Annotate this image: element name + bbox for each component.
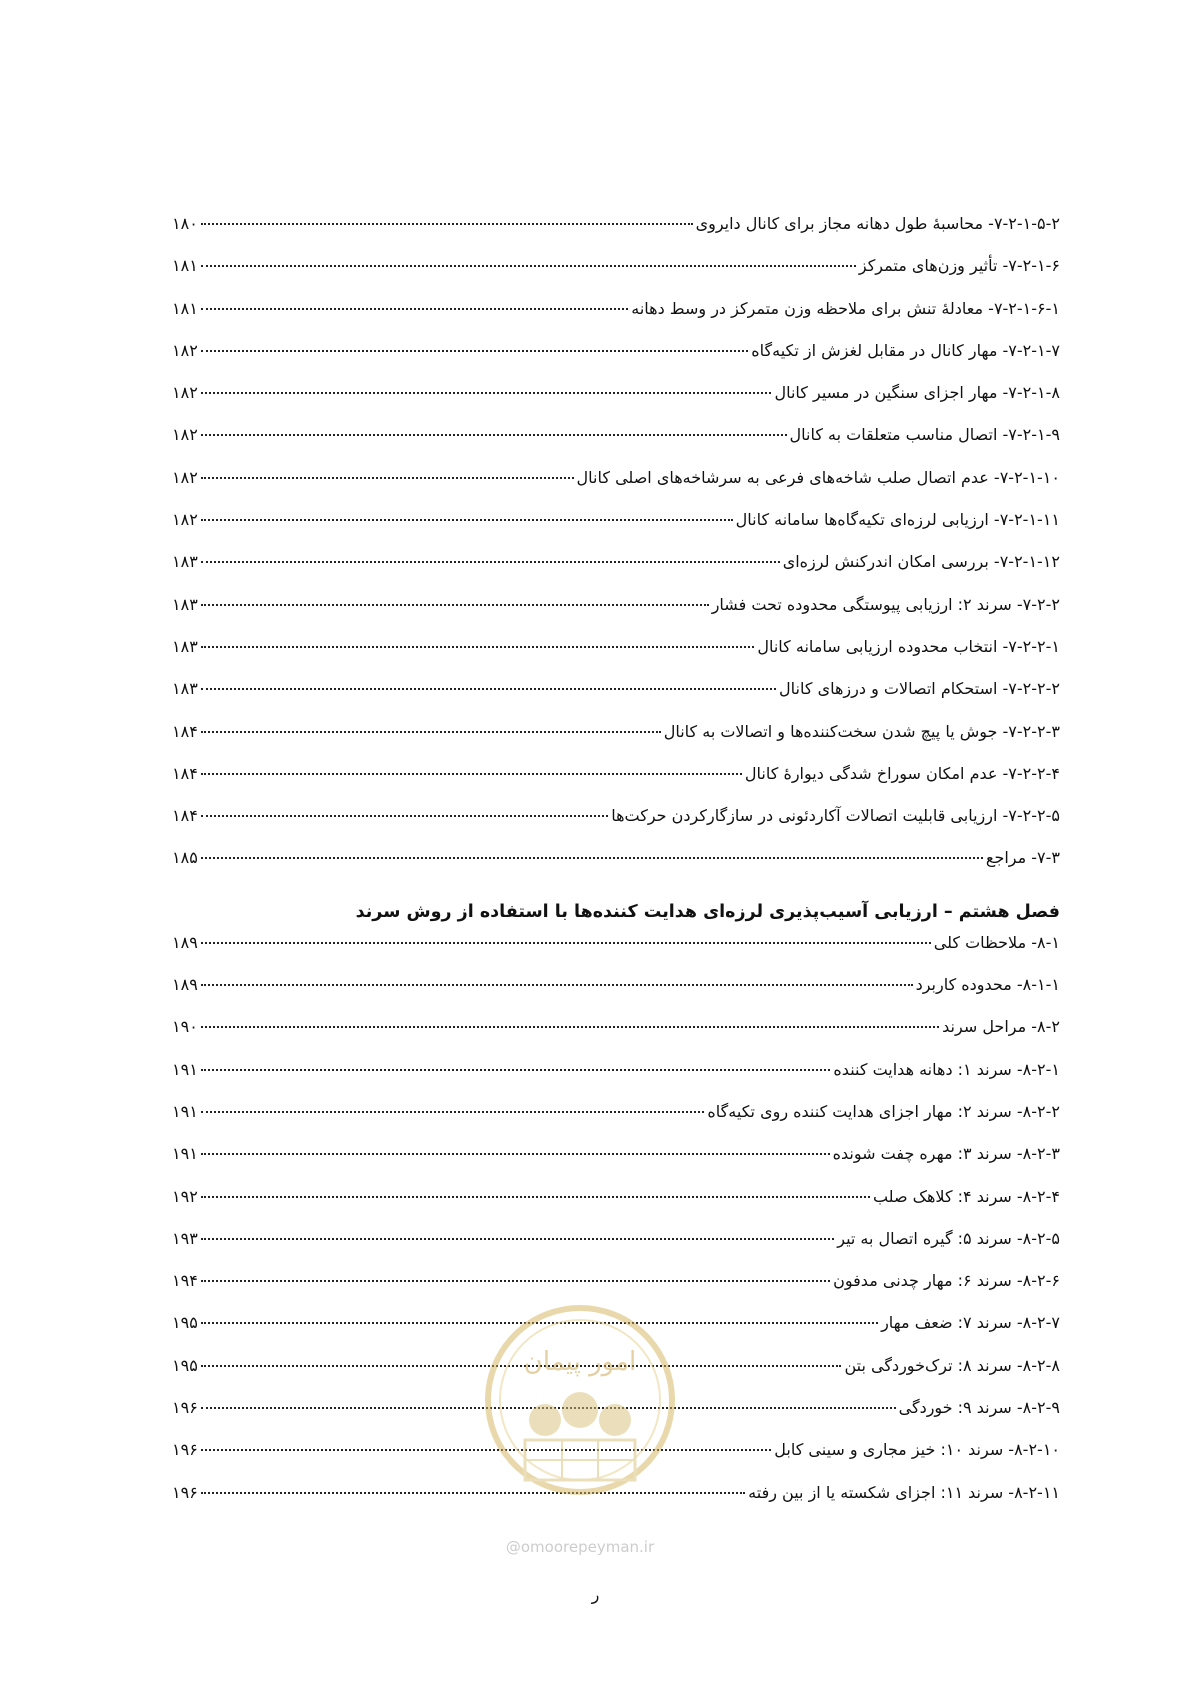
dot-leader [201,731,661,733]
toc-entry-page: ۱۸۳ [172,636,198,656]
toc-entry [172,425,1060,467]
toc-entry-title: ۷-۲-۱-۱۱- ارزیابی لرزه‌ای تکیه‌گاه‌ها سامانه کانال [735,510,1060,530]
watermark-logo [480,1290,680,1570]
watermark-url: @omoorepeyman.ir [505,1538,655,1556]
toc-entry [172,764,1060,806]
dot-leader [201,646,755,648]
chapter-heading: فصل هشتم – ارزیابی آسیب‌پذیری لرزه‌ای هدایت کننده‌ها با استفاده از روش سرند [355,901,1060,922]
toc-entry [172,552,1060,594]
toc-entry-page: ۱۹۳ [172,1228,198,1248]
toc-entry-title: ۸-۲-۸- سرند ۸: ترک‌خوردگی بتن [844,1355,1060,1375]
toc-entry [172,722,1060,764]
toc-entry-page: ۱۹۵ [172,1313,198,1333]
toc-entry-title: ۸-۱-۱- محدوده کاربرد [915,975,1060,995]
toc-entry-page: ۱۸۹ [172,975,198,995]
toc-entry [172,1229,1060,1271]
toc-entry-page: ۱۸۳ [172,552,198,572]
toc-entry [172,933,1060,975]
dot-leader [201,434,787,436]
toc-entry-title: ۷-۲-۱-۹- اتصال مناسب متعلقات به کانال [789,425,1060,445]
toc-entry-title: ۷-۲-۱-۱۰- عدم اتصال صلب شاخه‌های فرعی به سرشاخه‌های اصلی کانال [576,467,1060,487]
toc-entry-page: ۱۸۱ [172,256,198,276]
toc-entry-title: ۷-۲-۱-۷- مهار کانال در مقابل لغزش از تکیه‌گاه [751,340,1060,360]
toc-entry-title: ۷-۲-۲-۳- جوش یا پیچ شدن سخت‌کننده‌ها و اتصالات به کانال [663,721,1060,741]
toc-entry-title: ۸-۲-۱۱- سرند ۱۱: اجزای شکسته یا از بین رفته [748,1482,1060,1502]
dot-leader [201,308,628,310]
toc-entry-title: ۷-۲-۱-۱۲- بررسی امکان اندرکنش لرزه‌ای [782,552,1060,572]
dot-leader [201,1238,834,1240]
toc-entry-title: ۸-۲-۲- سرند ۲: مهار اجزای هدایت کننده روی تکیه‌گاه [707,1101,1060,1121]
toc-entry [172,214,1060,256]
toc-entry [172,510,1060,552]
toc-entry-page: ۱۹۶ [172,1440,198,1460]
toc-entry-page: ۱۸۲ [172,383,198,403]
toc-entry-page: ۱۸۳ [172,679,198,699]
toc-entry-title: ۷-۲-۱-۵-۲- محاسبۀ طول دهانه مجاز برای کانال دایروی [695,214,1060,233]
toc-entry-title: ۸-۲-۱- سرند ۱: دهانه هدایت کننده [833,1059,1060,1079]
toc-section-chapter-7 [172,214,1060,891]
toc-entry-title: ۷-۲-۲-۲- استحکام اتصالات و درزهای کانال [779,679,1060,699]
toc-entry [172,679,1060,721]
watermark-logo-text: امور پیمان [523,1347,637,1377]
toc-entry [172,341,1060,383]
dot-leader [201,1026,939,1028]
toc-entry-page: ۱۸۲ [172,510,198,530]
dot-leader [201,350,748,352]
toc-entry-page: ۱۹۶ [172,1482,198,1502]
toc-entry-page: ۱۸۵ [172,848,198,868]
toc-entry [172,1102,1060,1144]
toc-entry-page: ۱۹۵ [172,1355,198,1375]
dot-leader [201,265,856,267]
toc-entry-page: ۱۸۹ [172,932,198,952]
dot-leader [201,561,780,563]
toc-entry-page: ۱۸۲ [172,467,198,487]
toc-entry-page: ۱۸۳ [172,594,198,614]
dot-leader [201,857,983,859]
toc-entry-title: ۷-۲-۲-۱- انتخاب محدوده ارزیابی سامانه کانال [757,636,1060,656]
dot-leader [201,477,574,479]
toc-entry-title: ۸-۱- ملاحظات کلی [933,932,1060,952]
toc-entry-title: ۷-۲-۲-۵- ارزیابی قابلیت اتصالات آکاردئونی در سازگارکردن حرکت‌ها [611,806,1060,826]
toc-entry [172,1144,1060,1186]
dot-leader [201,773,742,775]
dot-leader [201,392,772,394]
dot-leader [201,604,709,606]
toc-entry [172,1187,1060,1229]
toc-entry-title: ۷-۲-۱-۶-۱- معادلۀ تنش برای ملاحظه وزن متمرکز در وسط دهانه [631,298,1060,318]
toc-entry-page: ۱۹۱ [172,1101,198,1121]
toc-entry-title: ۸-۲-۹- سرند ۹: خوردگی [898,1398,1060,1418]
toc-entry-title: ۷-۲-۲- سرند ۲: ارزیابی پیوستگی محدوده تحت فشار [711,594,1060,614]
dot-leader [201,688,776,690]
dot-leader [201,519,733,521]
toc-entry-page: ۱۹۱ [172,1059,198,1079]
toc-entry-page: ۱۸۲ [172,340,198,360]
toc-entry-page: ۱۹۰ [172,1017,198,1037]
dot-leader [201,942,931,944]
toc-entry-title: ۷-۳- مراجع [985,848,1060,868]
toc-entry [172,1017,1060,1059]
toc-entry [172,468,1060,510]
toc-entry-page: ۱۹۶ [172,1398,198,1418]
toc-entry [172,299,1060,341]
dot-leader [201,1111,705,1113]
toc-entry-page: ۱۸۴ [172,721,198,741]
toc-entry-title: ۸-۲- مراحل سرند [942,1017,1060,1037]
toc-entry-title: ۷-۲-۱-۶- تأثیر وزن‌های متمرکز [858,256,1060,276]
toc-entry [172,848,1060,890]
toc-entry [172,637,1060,679]
toc-entry-title: ۸-۲-۳- سرند ۳: مهره چفت شونده [832,1144,1060,1164]
toc-entry-title: ۸-۲-۷- سرند ۷: ضعف مهار [881,1313,1060,1333]
toc-entry-page: ۱۸۲ [172,425,198,445]
toc-entry [172,806,1060,848]
toc-entry-title: ۸-۲-۵- سرند ۵: گیره اتصال به تیر [837,1228,1060,1248]
toc-entry-title: ۸-۲-۴- سرند ۴: کلاهک صلب [872,1186,1060,1206]
dot-leader [201,815,608,817]
toc-entry [172,383,1060,425]
dot-leader [201,1196,870,1198]
toc-entry-page: ۱۹۴ [172,1271,198,1291]
toc-entry [172,1060,1060,1102]
toc-entry-page: ۱۸۱ [172,298,198,318]
toc-entry-title: ۷-۲-۲-۴- عدم امکان سوراخ شدگی دیوارۀ کانال [744,763,1060,783]
toc-entry-title: ۸-۲-۱۰- سرند ۱۰: خیز مجاری و سینی کابل [774,1440,1060,1460]
dot-leader [201,984,913,986]
toc-entry-page: ۱۹۱ [172,1144,198,1164]
toc-entry-page: ۱۸۴ [172,806,198,826]
toc-entry [172,256,1060,298]
toc-entry [172,975,1060,1017]
dot-leader [201,223,693,225]
toc-entry-title: ۷-۲-۱-۸- مهار اجزای سنگین در مسیر کانال [774,383,1060,403]
toc-entry-page: ۱۸۴ [172,763,198,783]
dot-leader [201,1069,831,1071]
toc-entry-page: ۱۹۲ [172,1186,198,1206]
page-number: ر [591,1585,600,1604]
toc-entry [172,595,1060,637]
dot-leader [201,1153,830,1155]
toc-entry-title: ۸-۲-۶- سرند ۶: مهار چدنی مدفون [833,1271,1060,1291]
toc-entry-page: ۱۸۰ [172,214,198,233]
dot-leader [201,1280,830,1282]
